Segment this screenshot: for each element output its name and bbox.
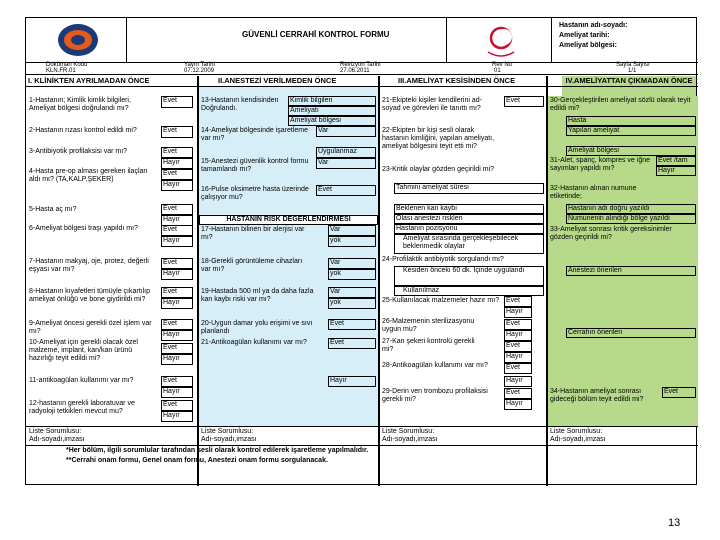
answer-6-hayir[interactable]: Hayır (161, 236, 193, 247)
answer-11-hayir[interactable]: Hayır (161, 387, 193, 398)
answer-28-evet[interactable]: Evet (504, 363, 532, 374)
page-count-value: 1/1 (628, 68, 637, 74)
rev-no-value: 01 (494, 68, 501, 74)
question-25: 25-Kullanılacak malzemeler hazır mı? (382, 297, 500, 304)
q23-unexpected[interactable]: Ameliyat sırasında gerçekleşebilecek beklenmedik olaylar (394, 234, 544, 254)
question-2: 2-Hastanın rızası kontrol edildi mi? (29, 127, 137, 134)
signature-label-3: Adı-soyadı,imzası (382, 436, 438, 443)
answer-28-hayir[interactable]: Hayır (504, 376, 532, 387)
section-4-heading: IV.AMELİYATTAN ÇIKMADAN ÖNCE (562, 76, 696, 96)
signature-label-4: Adı-soyadı,imzası (550, 436, 606, 443)
q24-within-60[interactable]: Kesiden önceki 60 dk. İçinde uygulandı (394, 266, 544, 286)
signature-label-1: Adı-soyadı,imzası (29, 436, 85, 443)
page-number: 13 (668, 517, 681, 529)
question-30: 30-Gerçekleştirilen ameliyat sözlü olarak teyit edildi mi? (550, 97, 691, 112)
answer-31-hayir[interactable]: Hayır (656, 166, 696, 176)
answer-14-var[interactable]: Var (316, 126, 376, 137)
answer-11-evet[interactable]: Evet (161, 376, 193, 387)
q32-region[interactable]: Numunenin alındığı bölge yazıldı (566, 214, 696, 224)
answer-7-hayir[interactable]: Hayır (161, 269, 193, 280)
question-22: 22-Ekipten bir kişi sesli olarak hastanın kimliğini, yapılan ameliyatı, ameliyat bölgesini teyit etti mi? (382, 127, 495, 150)
answer-27-hayir[interactable]: Hayır (504, 352, 532, 363)
answer-5-evet[interactable]: Evet (161, 204, 193, 215)
question-21b: 21-Ekipteki kişiler kendilerini ad-soyad ve görevleri ile tanıttı mı? (382, 97, 482, 112)
signature-label-2: Adı-soyadı,imzası (201, 436, 257, 443)
hospital-logo-icon (56, 22, 100, 58)
q23-bloodloss[interactable]: Beklenen kan kaybı (394, 204, 544, 214)
q13-site[interactable]: Ameliyat bölgesi (288, 116, 376, 126)
list-owner-label-4: Liste Sorumlusu: (550, 428, 603, 435)
anesthesia-recommendations[interactable]: Anestezi önerileri (566, 266, 696, 276)
q23-duration[interactable]: Tahmini ameliyat süresi (394, 183, 544, 194)
answer-1-evet[interactable]: Evet (161, 96, 193, 108)
answer-21-hayir[interactable]: Hayır (328, 376, 376, 387)
question-26: 26-Malzemenin sterilizasyonu uygun mu? (382, 318, 475, 333)
section-2-heading: II.ANESTEZİ VERİLMEDEN ÖNCE (218, 76, 337, 85)
section-1-heading: I. KLİNİKTEN AYRILMADAN ÖNCE (28, 76, 150, 85)
rev-date-value: 27.06.2011 (340, 68, 370, 74)
question-29: 29-Derin ven trombozu profilaksisi gerekli mi? (382, 388, 488, 403)
answer-27-evet[interactable]: Evet (504, 341, 532, 352)
question-33: 33-Ameliyat sonrası kritik gereksinimler gözden geçirildi mi? (550, 226, 672, 241)
answer-29-evet[interactable]: Evet (504, 388, 532, 399)
rev-date-label: Revizyon Tarihi (340, 62, 381, 68)
answer-4-evet[interactable]: Evet (161, 169, 193, 180)
answer-21-evet[interactable]: Evet (328, 338, 376, 349)
q13-surgery[interactable]: Ameliyatı (288, 106, 376, 116)
risk-assessment-heading: HASTANIN RİSK DEĞERLENDİRMESİ (199, 215, 378, 225)
rev-no-label: Rev No (492, 62, 513, 68)
q13-identity[interactable]: Kimlik bilgileri (288, 96, 376, 106)
question-17: 17-Hastanın bilinen bir alerjisi var mı? (201, 226, 305, 241)
question-34: 34-Hastanın ameliyat sonrası gideceği bölüm teyit edildi mi? (550, 388, 644, 403)
surgical-safety-form (25, 17, 697, 485)
question-3: 3-Antibiyotik profilaksisi var mı? (29, 148, 128, 155)
answer-29-hayir[interactable]: Hayır (504, 399, 532, 410)
answer-5-hayir[interactable]: Hayır (161, 215, 193, 226)
question-31: 31-Alet, spanç, kompres ve iğne sayımları yapıldı mı? (550, 157, 650, 172)
answer-34-evet[interactable]: Evet (662, 387, 696, 398)
list-owner-label-1: Liste Sorumlusu: (29, 428, 82, 435)
note-1: *Her bölüm, ilgili sorumlular tarafından sesli olarak kontrol edilerek işaretleme yapılmalıdır. (66, 447, 369, 454)
question-11: 11-antikoagülan kullanımı var mı? (29, 377, 134, 384)
question-1: 1-Hastanın; Kimlik kimlik bilgileri, Ameliyat bölgesi doğrulandı mı? (29, 97, 131, 112)
answer-26-hayir[interactable]: Hayır (504, 330, 532, 341)
question-28: 28-Antikoagülan kullanımı var mı? (382, 362, 488, 369)
answer-8-evet[interactable]: Evet (161, 287, 193, 298)
answer-15-var[interactable]: Var (316, 158, 376, 169)
question-15: 15-Anestezi güvenlik kontrol formu tamamlandı mı? (201, 158, 309, 173)
answer-14-na[interactable]: Uygulanmaz (316, 147, 376, 158)
question-4: 4-Hasta pre-op alması gereken ilaçları aldı mı? (TA,KALP,ŞEKER) (29, 168, 148, 183)
answer-12-evet[interactable]: Evet (161, 400, 193, 411)
surgeon-recommendations[interactable]: Cerrahın önerileri (566, 328, 696, 338)
note-2: **Cerrahi onam formu, Genel onam formu, Anestezi onam formu sorgulanacak. (66, 457, 328, 464)
answer-25-hayir[interactable]: Hayır (504, 307, 532, 318)
pub-date-value: 07.12.2009 (184, 68, 215, 74)
q23-position[interactable]: Hastanın pozisyonu (394, 224, 544, 234)
answer-20-evet[interactable]: Evet (328, 319, 376, 330)
doc-code-label: Doküman Kodu (46, 62, 88, 68)
answer-17-yok[interactable]: yok (328, 236, 376, 247)
answer-18-yok[interactable]: yok (328, 269, 376, 280)
patient-name-label: Hastanın adı-soyadı: (559, 22, 628, 29)
list-owner-label-2: Liste Sorumlusu: (201, 428, 254, 435)
q30-procedure[interactable]: Yapılan ameliyat (566, 126, 696, 136)
question-8: 8-Hastanın kıyafetleri tümüyle çıkartılıp ameliyat önlüğü ve bone giydirildi mi? (29, 288, 150, 303)
answer-10-evet[interactable]: Evet (161, 343, 193, 354)
question-32: 32-Hastanın alınan numune etiketinde; (550, 185, 637, 200)
question-19: 19-Hastada 500 ml ya da daha fazla kan kaybı riski var mı? (201, 288, 314, 303)
q23-anes-risk[interactable]: Olası anestezi riskleri (394, 214, 544, 224)
answer-9-evet[interactable]: Evet (161, 319, 193, 330)
answer-19-yok[interactable]: yok (328, 298, 376, 309)
answer-26-evet[interactable]: Evet (504, 319, 532, 330)
answer-3-evet[interactable]: Evet (161, 147, 193, 158)
answer-10-hayir[interactable]: Hayır (161, 354, 193, 365)
question-18: 18-Gerekli görüntüleme cihazları var mı? (201, 258, 303, 273)
list-owner-label-3: Liste Sorumlusu: (382, 428, 435, 435)
answer-2-evet[interactable]: Evet (161, 126, 193, 138)
question-13: 13-Hastanın kendisinden Doğrulandı. (201, 97, 279, 112)
pub-date-label: Yayın Tarihi (184, 62, 215, 68)
doc-code-value: KLN.FR.01 (46, 68, 76, 74)
q30-patient[interactable]: Hasta (566, 116, 696, 126)
answer-4-hayir[interactable]: Hayır (161, 180, 193, 191)
answer-25-evet[interactable]: Evet (504, 296, 532, 307)
question-24: 24-Profilaktik antibiyotik sorgulandı mı? (382, 256, 504, 263)
page-count-label: Sayfa Sayısı (616, 62, 650, 68)
q30-site[interactable]: Ameliyat bölgesi (566, 146, 696, 156)
question-16: 16-Pulse oksimetre hasta üzerinde çalışıyor mu? (201, 186, 309, 201)
answer-9-hayir[interactable]: Hayır (161, 330, 193, 341)
answer-12-hayir[interactable]: Hayır (161, 411, 193, 422)
question-12: 12-hastanın gerekli laboratuvar ve radyoloji tetkikleri mevcut mu? (29, 400, 135, 415)
section-3-heading: III.AMELİYAT KESİSİNDEN ÖNCE (398, 76, 516, 85)
question-14: 14-Ameliyat bölgesinde işaretleme var mı? (201, 127, 308, 142)
question-5: 5-Hasta aç mı? (29, 206, 77, 213)
answer-31-full[interactable]: Evet /tam (656, 156, 696, 166)
answer-8-hayir[interactable]: Hayır (161, 298, 193, 309)
question-21: 21-Antikoagülan kullanımı var mı? (201, 339, 307, 346)
answer-19-var[interactable]: Var (328, 287, 376, 298)
answer-21b-evet[interactable]: Evet (504, 96, 544, 107)
answer-18-var[interactable]: Var (328, 258, 376, 269)
question-6: 6-Ameliyat bölgesi traşı yapıldı mı? (29, 225, 138, 232)
q32-name[interactable]: Hastanın adı doğru yazıldı (566, 204, 696, 214)
answer-17-var[interactable]: Var (328, 225, 376, 236)
question-10: 10-Ameliyat için gerekli olacak özel malzeme, implant, kan/kan ürünü hazırlığı teyit edildi mi? (29, 339, 138, 362)
ministry-logo-icon (476, 20, 526, 62)
answer-7-evet[interactable]: Evet (161, 258, 193, 269)
question-23: 23-Kritik olaylar gözden geçirildi mi? (382, 166, 495, 173)
answer-16-evet[interactable]: Evet (316, 185, 376, 196)
question-7: 7-Hastanın makyaj, oje, protez, değerli eşyası var mı? (29, 258, 149, 273)
question-9: 9-Ameliyat öncesi gerekli özel işlem var mı? (29, 320, 152, 335)
form-title: GÜVENLİ CERRAHİ KONTROL FORMU (242, 30, 390, 39)
surgery-date-label: Ameliyat tarihi: (559, 32, 610, 39)
question-27: 27-Kan şekeri kontrolü gerekli mi? (382, 338, 475, 353)
answer-6-evet[interactable]: Evet (161, 225, 193, 236)
q24-not-used[interactable]: Kullanılmaz (394, 286, 544, 296)
surgery-area-label: Ameliyat bölgesi: (559, 42, 617, 49)
question-20: 20-Uygun damar yolu erişimi ve sıvı planlandı (201, 320, 313, 335)
answer-3-hayir[interactable]: Hayır (161, 158, 193, 169)
